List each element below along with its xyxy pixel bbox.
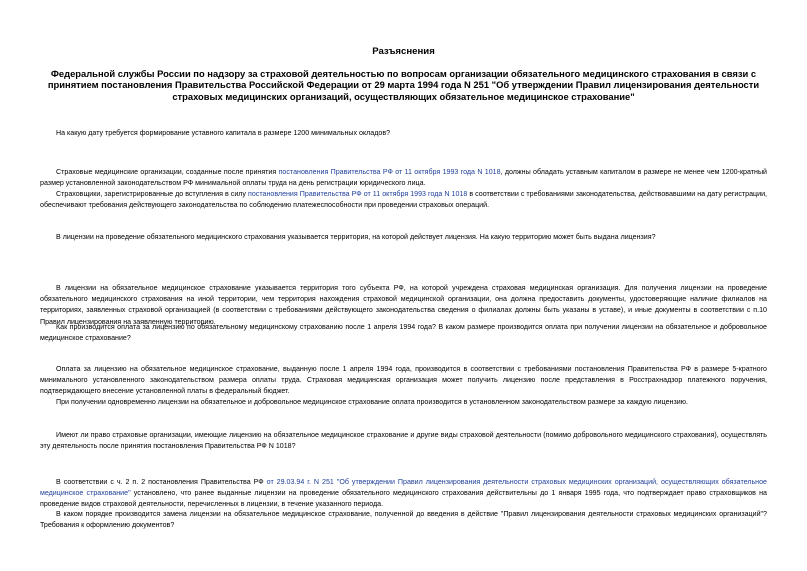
question-4: Имеют ли право страховые организации, имеющие лицензию на обязательное медицинское страхование и другие виды страховой деятельности (помимо добровольного медицинского страхования), осуществлять эту деятельность после принятия постановления Правительства РФ N 1018? xyxy=(40,431,767,451)
answer-1-text-d: в соответствии с требованиями законодательства, действовавшими на дату регистрации, обеспечивают требования действующего законодательства по соблюдению платежеспособности при проведении страховых операций. xyxy=(40,190,768,210)
answer-3-paragraph-1: Оплата за лицензию на обязательное медицинское страхование, выданную после 1 апреля 1994 года, производится в соответствии с требованиями постановления Правительства РФ в размере 5-кратного минимального установленного законодательством размера оплаты труда. Страховая медицинская организация может получить лицензию после представления в Росстрахнадзор платежного поручения, подтверждающего внесение установленной платы в федеральный бюджет. xyxy=(40,365,767,396)
answer-1-text-a: Страховые медицинские организации, созданные после принятия xyxy=(56,168,279,176)
answer-1-paragraph-2 xyxy=(40,189,767,211)
question-3: Как производится оплата за лицензию по обязательному медицинскому страхованию после 1 апреля 1994 года? В каком размере производится оплата при получении лицензии на обязательное и добровольное медицинское страхование? xyxy=(40,323,767,343)
answer-3-paragraph-2: При получении одновременно лицензии на обязательное и добровольное медицинское страхование оплата производится в установленном законодательством размере за каждую лицензию. xyxy=(56,398,688,406)
question-5: В каком порядке производится замена лицензии на обязательное медицинское страхование, полученной до введения в действие "Правил лицензирования деятельности страховых медицинских организаций"? Требования к оформлению документов? xyxy=(40,510,767,530)
decree-251-link[interactable]: от 29.03.94 г. N 251 "Об утверждении Правил лицензирования деятельности страховых медицинских организаций, осуществляющих обязательное медицинское страхование" xyxy=(40,478,767,498)
answer-4 xyxy=(40,477,767,511)
answer-4-text-a: В соответствии с ч. 2 п. 2 постановления Правительства РФ xyxy=(56,478,267,486)
decree-1018-link[interactable]: постановления Правительства РФ от 11 октября 1993 года N 1018 xyxy=(278,168,501,176)
page-title: Разъяснения xyxy=(372,46,435,57)
question-1: На какую дату требуется формирование уставного капитала в размере 1200 минимальных окладов? xyxy=(56,129,391,137)
answer-1-text-c: Страховщики, зарегистрированные до вступления в силу xyxy=(56,190,249,198)
answer-1-text-b: , должны обладать уставным капиталом в размере не менее чем 1200-кратный размер установленной законодательством РФ минимальной оплаты труда на день регистрации юридического лица. xyxy=(40,168,768,188)
answer-2: В лицензии на обязательное медицинское страхование указывается территория того субъекта РФ, на которой учреждена страховая медицинская организация. Для получения лицензии на проведение обязательного медицинского страхования на иной территории, чем территория нахождения страховой медицинской организации, она должна предоставить документы, удостоверяющие наличие филиалов на территориях, заявленных страховой организацией (в соответствии с требованиями действующего законодательства сведения о филиалах должны быть указаны в уставе), и иные документы в соответствии с п.10 Правил лицензирования на заявленную территорию. xyxy=(40,284,767,326)
document-subtitle: Федеральной службы России по надзору за страховой деятельностью по вопросам организации обязательного медицинского страхования в связи с принятием постановления Правительства Российской Федерации от 29 марта 1994 года N 251 "Об утверждении Правил лицензирования деятельности страховых медицинских организаций, осуществляющих обязательное медицинское страхование" xyxy=(47,68,760,102)
decree-1018-link-2[interactable]: постановления Правительства РФ от 11 октября 1993 года N 1018 xyxy=(248,190,468,198)
answer-1-paragraph-1 xyxy=(40,167,767,189)
question-2: В лицензии на проведение обязательного медицинского страхования указывается территория, на которой действует лицензия. На какую территорию может быть выдана лицензия? xyxy=(56,233,656,241)
answer-4-text-b: установлено, что ранее выданные лицензии на проведение обязательного медицинского страхования действительны до 1 января 1995 года, что подтверждает право страховщиков на проведение видов страховой деятельности, перечисленных в лицензии, в течение указанного периода. xyxy=(40,489,767,509)
